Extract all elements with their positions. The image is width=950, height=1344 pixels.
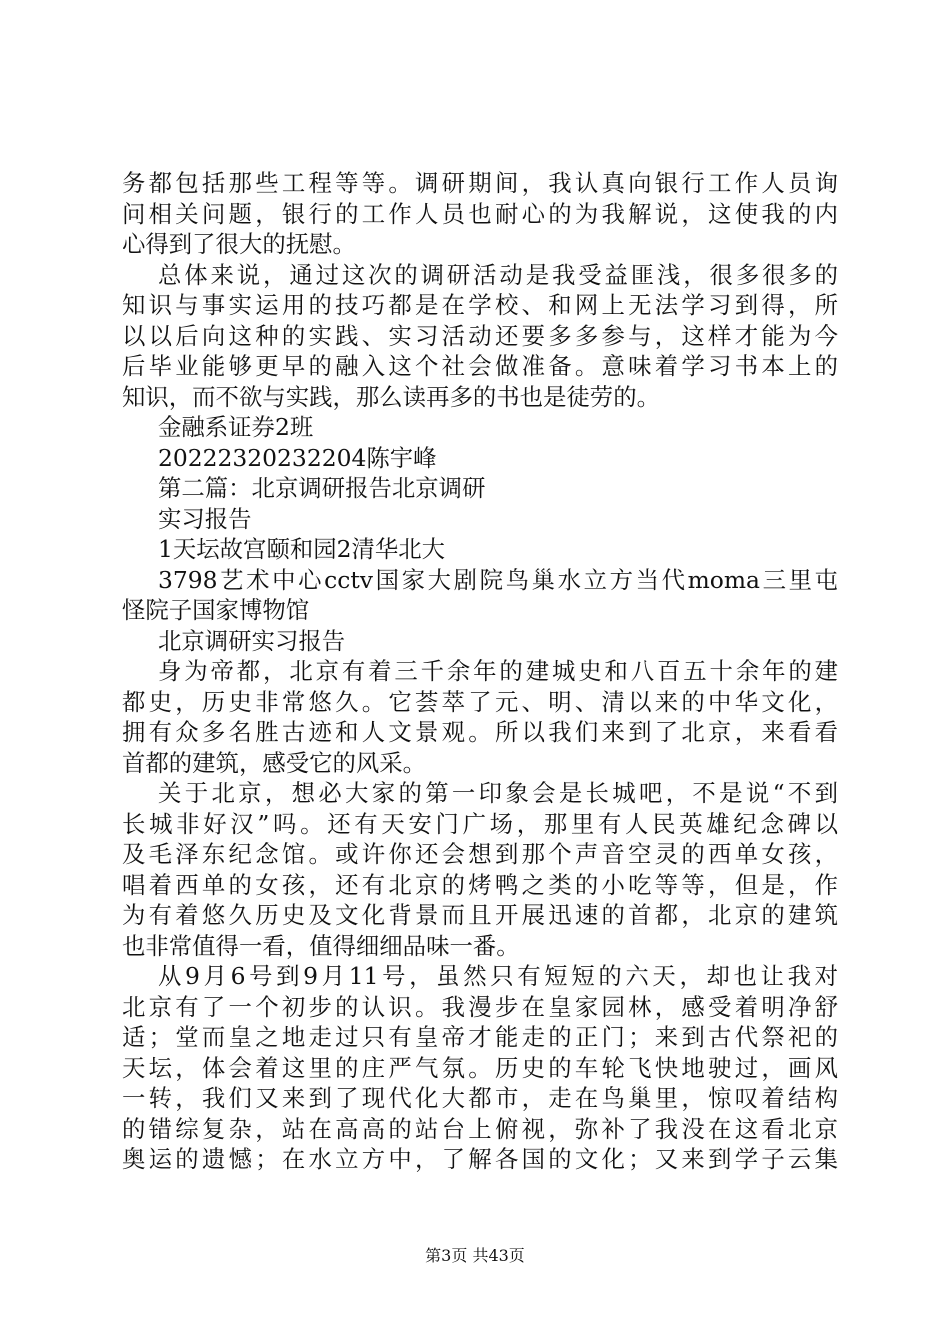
document-body xyxy=(122,168,838,1175)
text-line: 20222320232204陈宇峰 xyxy=(158,443,437,472)
text-line: 3798艺术中心cctv国家大剧院鸟巢水立方当代moma三里屯 xyxy=(158,565,838,594)
text-line: 长城非好汉”吗。还有天安门广场，那里有人民英雄纪念碑以 xyxy=(122,809,838,838)
text-line: 首都的建筑，感受它的风采。 xyxy=(122,748,427,777)
paragraph xyxy=(122,260,838,413)
paragraph xyxy=(122,961,838,1175)
text-line: 从9月6号到9月11号，虽然只有短短的六天，却也让我对 xyxy=(158,962,838,990)
text-line: 北京调研实习报告 xyxy=(158,626,346,655)
page-footer: 第3页 共43页 xyxy=(425,1246,525,1265)
text-line: 问相关问题，银行的工作人员也耐心的为我解说，这使我的内 xyxy=(122,199,838,228)
text-line: 的错综复杂，站在高高的站台上俯视，弥补了我没在这看北京 xyxy=(122,1114,838,1143)
paragraph xyxy=(122,443,838,474)
text-line: 也非常值得一看，值得细细品味一番。 xyxy=(122,931,520,960)
paragraph xyxy=(122,412,838,443)
text-line: 知识，而不欲与实践，那么读再多的书也是徒劳的。 xyxy=(122,382,660,411)
paragraph xyxy=(122,778,838,961)
text-line: 奥运的遗憾；在水立方中，了解各国的文化；又来到学子云集 xyxy=(122,1145,838,1173)
text-line: 1天坛故宫颐和园2清华北大 xyxy=(158,535,446,563)
text-line: 拥有众多名胜古迹和人文景观。所以我们来到了北京，来看看 xyxy=(122,718,838,746)
paragraph xyxy=(122,626,838,657)
paragraph xyxy=(122,656,838,778)
text-line: 一转，我们又来到了现代化大都市，走在鸟巢里，惊叹着结构 xyxy=(122,1084,838,1112)
text-line: 实习报告 xyxy=(158,504,252,533)
text-line: 怪院子国家博物馆 xyxy=(122,596,310,624)
text-line: 天坛，体会着这里的庄严气氛。历史的车轮飞快地驶过，画风 xyxy=(122,1053,838,1082)
paragraph xyxy=(122,534,838,565)
paragraph xyxy=(122,168,838,260)
paragraph xyxy=(122,565,838,626)
paragraph xyxy=(122,504,838,535)
text-line: 后毕业能够更早的融入这个社会做准备。意味着学习书本上的 xyxy=(122,352,838,380)
text-line: 身为帝都，北京有着三千余年的建城史和八百五十余年的建 xyxy=(158,657,838,685)
text-line: 知识与事实运用的技巧都是在学校、和网上无法学习到得，所 xyxy=(122,291,838,319)
text-line: 第二篇：北京调研报告北京调研 xyxy=(158,474,486,502)
text-line: 以以后向这种的实践、实习活动还要多多参与，这样才能为今 xyxy=(122,321,838,350)
text-line: 北京有了一个初步的认识。我漫步在皇家园林，感受着明净舒 xyxy=(122,992,838,1021)
text-line: 关于北京，想必大家的第一印象会是长城吧，不是说“不到 xyxy=(158,779,838,807)
text-line: 务都包括那些工程等等。调研期间，我认真向银行工作人员询 xyxy=(122,169,838,197)
text-line: 总体来说，通过这次的调研活动是我受益匪浅，很多很多的 xyxy=(158,260,838,289)
text-line: 适；堂而皇之地走过只有皇帝才能走的正门；来到古代祭祀的 xyxy=(122,1023,838,1051)
text-line: 唱着西单的女孩，还有北京的烤鸭之类的小吃等等，但是，作 xyxy=(122,870,838,899)
text-line: 及毛泽东纪念馆。或许你还会想到那个声音空灵的西单女孩， xyxy=(122,840,838,868)
text-line: 都史，历史非常悠久。它荟萃了元、明、清以来的中华文化， xyxy=(122,687,838,716)
paragraph xyxy=(122,473,838,504)
text-line: 金融系证券2班 xyxy=(158,413,314,441)
text-line: 为有着悠久历史及文化背景而且开展迅速的首都，北京的建筑 xyxy=(122,901,838,929)
text-line: 心得到了很大的抚慰。 xyxy=(122,230,356,258)
